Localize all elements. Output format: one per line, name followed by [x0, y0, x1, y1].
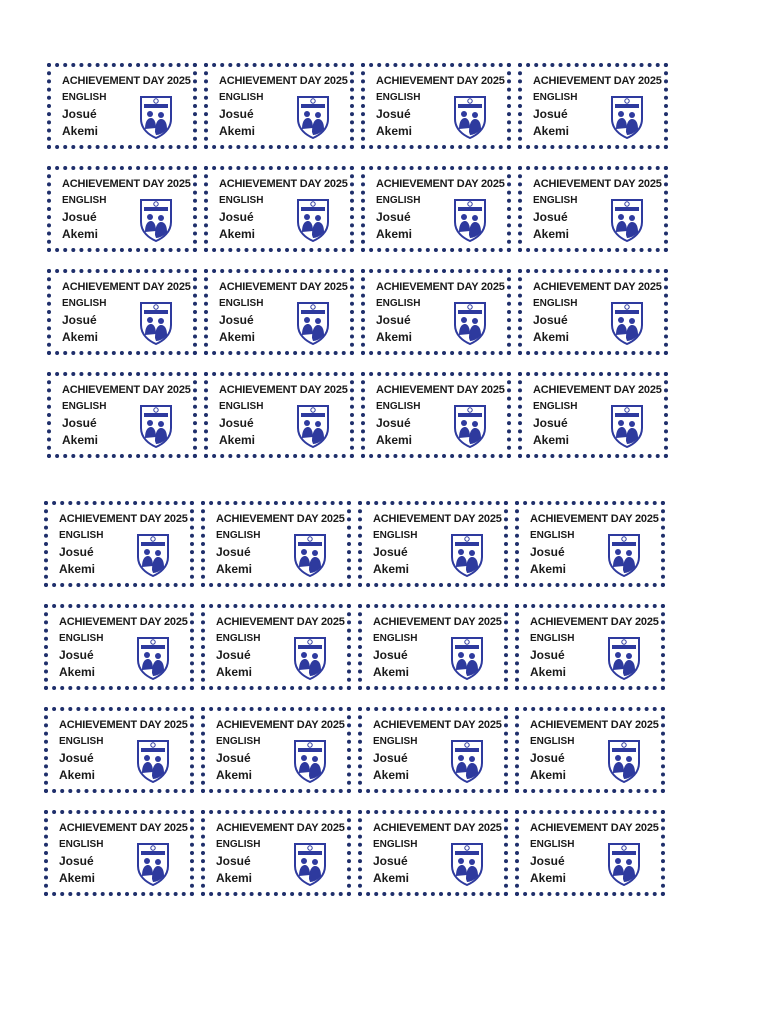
label-first-name: Josué — [530, 648, 565, 662]
label-second-name: Akemi — [62, 227, 99, 241]
label-second-name: Akemi — [376, 330, 413, 344]
label-subject: ENGLISH — [530, 633, 575, 644]
label-first-name: Josué — [216, 648, 251, 662]
label-subject: ENGLISH — [59, 736, 104, 747]
label-title: ACHIEVEMENT DAY 2025 — [533, 384, 662, 396]
label-title: ACHIEVEMENT DAY 2025 — [216, 719, 345, 731]
label-first-name: Josué — [376, 313, 411, 327]
name-label — [361, 63, 511, 149]
label-first-name: Josué — [533, 210, 568, 224]
label-second-name: Akemi — [373, 768, 410, 782]
school-crest-icon — [296, 95, 330, 139]
label-second-name: Akemi — [59, 871, 96, 885]
name-label — [518, 269, 668, 355]
label-subject: ENGLISH — [530, 736, 575, 747]
label-second-name: Akemi — [59, 768, 96, 782]
label-title: ACHIEVEMENT DAY 2025 — [376, 281, 505, 293]
school-crest-icon — [450, 533, 484, 577]
label-first-name: Josué — [533, 313, 568, 327]
name-label — [44, 604, 194, 690]
label-first-name: Josué — [59, 545, 94, 559]
name-label — [358, 810, 508, 896]
name-label — [515, 501, 665, 587]
label-first-name: Josué — [59, 854, 94, 868]
label-second-name: Akemi — [59, 562, 96, 576]
name-label — [47, 63, 197, 149]
label-second-name: Akemi — [530, 562, 567, 576]
label-first-name: Josué — [62, 416, 97, 430]
label-subject: ENGLISH — [62, 401, 107, 412]
school-crest-icon — [607, 842, 641, 886]
school-crest-icon — [296, 404, 330, 448]
label-title: ACHIEVEMENT DAY 2025 — [216, 822, 345, 834]
label-title: ACHIEVEMENT DAY 2025 — [59, 719, 188, 731]
label-second-name: Akemi — [219, 227, 256, 241]
label-title: ACHIEVEMENT DAY 2025 — [530, 719, 659, 731]
label-subject: ENGLISH — [219, 298, 264, 309]
label-subject: ENGLISH — [373, 736, 418, 747]
label-first-name: Josué — [59, 648, 94, 662]
name-label — [204, 63, 354, 149]
school-crest-icon — [607, 533, 641, 577]
label-subject: ENGLISH — [533, 298, 578, 309]
label-subject: ENGLISH — [373, 530, 418, 541]
name-label — [44, 810, 194, 896]
label-subject: ENGLISH — [62, 195, 107, 206]
name-label — [44, 707, 194, 793]
label-first-name: Josué — [62, 210, 97, 224]
label-second-name: Akemi — [216, 871, 253, 885]
label-title: ACHIEVEMENT DAY 2025 — [530, 822, 659, 834]
label-title: ACHIEVEMENT DAY 2025 — [533, 178, 662, 190]
label-first-name: Josué — [533, 416, 568, 430]
label-first-name: Josué — [376, 416, 411, 430]
label-second-name: Akemi — [533, 227, 570, 241]
name-label — [358, 604, 508, 690]
school-crest-icon — [607, 739, 641, 783]
school-crest-icon — [450, 842, 484, 886]
school-crest-icon — [453, 198, 487, 242]
label-second-name: Akemi — [530, 871, 567, 885]
school-crest-icon — [139, 301, 173, 345]
label-title: ACHIEVEMENT DAY 2025 — [59, 616, 188, 628]
label-title: ACHIEVEMENT DAY 2025 — [62, 281, 191, 293]
label-title: ACHIEVEMENT DAY 2025 — [216, 616, 345, 628]
label-second-name: Akemi — [376, 227, 413, 241]
label-subject: ENGLISH — [373, 839, 418, 850]
label-title: ACHIEVEMENT DAY 2025 — [59, 513, 188, 525]
name-label — [518, 63, 668, 149]
name-label — [204, 269, 354, 355]
label-first-name: Josué — [216, 751, 251, 765]
label-first-name: Josué — [62, 313, 97, 327]
label-title: ACHIEVEMENT DAY 2025 — [530, 513, 659, 525]
label-subject: ENGLISH — [59, 839, 104, 850]
label-title: ACHIEVEMENT DAY 2025 — [376, 75, 505, 87]
label-subject: ENGLISH — [533, 195, 578, 206]
label-second-name: Akemi — [219, 433, 256, 447]
label-subject: ENGLISH — [59, 633, 104, 644]
school-crest-icon — [136, 739, 170, 783]
label-subject: ENGLISH — [530, 530, 575, 541]
school-crest-icon — [139, 404, 173, 448]
school-crest-icon — [610, 95, 644, 139]
label-title: ACHIEVEMENT DAY 2025 — [62, 75, 191, 87]
label-subject: ENGLISH — [530, 839, 575, 850]
label-subject: ENGLISH — [376, 298, 421, 309]
label-first-name: Josué — [219, 107, 254, 121]
label-first-name: Josué — [533, 107, 568, 121]
label-subject: ENGLISH — [376, 195, 421, 206]
label-first-name: Josué — [373, 545, 408, 559]
label-subject: ENGLISH — [373, 633, 418, 644]
label-second-name: Akemi — [373, 562, 410, 576]
label-subject: ENGLISH — [216, 839, 261, 850]
label-title: ACHIEVEMENT DAY 2025 — [62, 178, 191, 190]
label-subject: ENGLISH — [533, 401, 578, 412]
label-first-name: Josué — [530, 545, 565, 559]
name-label — [515, 604, 665, 690]
school-crest-icon — [296, 198, 330, 242]
label-first-name: Josué — [219, 416, 254, 430]
label-title: ACHIEVEMENT DAY 2025 — [533, 75, 662, 87]
label-second-name: Akemi — [373, 871, 410, 885]
label-second-name: Akemi — [533, 433, 570, 447]
name-label — [204, 372, 354, 458]
label-title: ACHIEVEMENT DAY 2025 — [373, 616, 502, 628]
label-first-name: Josué — [216, 854, 251, 868]
label-second-name: Akemi — [219, 330, 256, 344]
label-first-name: Josué — [219, 313, 254, 327]
name-label — [47, 166, 197, 252]
label-first-name: Josué — [530, 854, 565, 868]
label-second-name: Akemi — [219, 124, 256, 138]
name-label — [201, 501, 351, 587]
label-second-name: Akemi — [376, 124, 413, 138]
label-subject: ENGLISH — [62, 298, 107, 309]
label-first-name: Josué — [62, 107, 97, 121]
school-crest-icon — [453, 404, 487, 448]
name-label — [515, 707, 665, 793]
label-second-name: Akemi — [533, 124, 570, 138]
school-crest-icon — [136, 842, 170, 886]
label-subject: ENGLISH — [533, 92, 578, 103]
label-group-bottom — [44, 501, 665, 896]
label-first-name: Josué — [219, 210, 254, 224]
name-label — [361, 269, 511, 355]
label-subject: ENGLISH — [219, 92, 264, 103]
label-first-name: Josué — [530, 751, 565, 765]
school-crest-icon — [139, 198, 173, 242]
label-subject: ENGLISH — [216, 736, 261, 747]
school-crest-icon — [139, 95, 173, 139]
label-title: ACHIEVEMENT DAY 2025 — [533, 281, 662, 293]
label-title: ACHIEVEMENT DAY 2025 — [219, 281, 348, 293]
label-title: ACHIEVEMENT DAY 2025 — [59, 822, 188, 834]
label-second-name: Akemi — [62, 433, 99, 447]
label-second-name: Akemi — [530, 665, 567, 679]
school-crest-icon — [610, 404, 644, 448]
label-subject: ENGLISH — [219, 401, 264, 412]
label-second-name: Akemi — [376, 433, 413, 447]
label-title: ACHIEVEMENT DAY 2025 — [376, 384, 505, 396]
label-first-name: Josué — [216, 545, 251, 559]
label-subject: ENGLISH — [376, 92, 421, 103]
label-second-name: Akemi — [59, 665, 96, 679]
label-group-top — [47, 63, 668, 458]
label-subject: ENGLISH — [376, 401, 421, 412]
label-title: ACHIEVEMENT DAY 2025 — [62, 384, 191, 396]
label-title: ACHIEVEMENT DAY 2025 — [219, 384, 348, 396]
name-label — [47, 269, 197, 355]
name-label — [44, 501, 194, 587]
label-second-name: Akemi — [533, 330, 570, 344]
school-crest-icon — [610, 301, 644, 345]
school-crest-icon — [450, 739, 484, 783]
label-first-name: Josué — [376, 107, 411, 121]
label-title: ACHIEVEMENT DAY 2025 — [219, 178, 348, 190]
label-first-name: Josué — [376, 210, 411, 224]
school-crest-icon — [293, 533, 327, 577]
label-second-name: Akemi — [62, 124, 99, 138]
school-crest-icon — [453, 95, 487, 139]
name-label — [204, 166, 354, 252]
label-subject: ENGLISH — [216, 530, 261, 541]
label-title: ACHIEVEMENT DAY 2025 — [373, 513, 502, 525]
name-label — [47, 372, 197, 458]
name-label — [515, 810, 665, 896]
label-subject: ENGLISH — [59, 530, 104, 541]
label-second-name: Akemi — [216, 768, 253, 782]
label-first-name: Josué — [59, 751, 94, 765]
label-first-name: Josué — [373, 854, 408, 868]
school-crest-icon — [607, 636, 641, 680]
label-second-name: Akemi — [216, 562, 253, 576]
name-label — [518, 166, 668, 252]
label-title: ACHIEVEMENT DAY 2025 — [219, 75, 348, 87]
label-second-name: Akemi — [62, 330, 99, 344]
label-title: ACHIEVEMENT DAY 2025 — [376, 178, 505, 190]
label-title: ACHIEVEMENT DAY 2025 — [373, 822, 502, 834]
name-label — [201, 810, 351, 896]
label-subject: ENGLISH — [216, 633, 261, 644]
name-label — [518, 372, 668, 458]
school-crest-icon — [453, 301, 487, 345]
school-crest-icon — [610, 198, 644, 242]
school-crest-icon — [293, 842, 327, 886]
label-subject: ENGLISH — [62, 92, 107, 103]
name-label — [361, 166, 511, 252]
name-label — [201, 604, 351, 690]
label-subject: ENGLISH — [219, 195, 264, 206]
name-label — [361, 372, 511, 458]
school-crest-icon — [296, 301, 330, 345]
school-crest-icon — [136, 533, 170, 577]
school-crest-icon — [293, 636, 327, 680]
name-label — [201, 707, 351, 793]
label-second-name: Akemi — [530, 768, 567, 782]
school-crest-icon — [293, 739, 327, 783]
name-label — [358, 501, 508, 587]
label-second-name: Akemi — [216, 665, 253, 679]
school-crest-icon — [136, 636, 170, 680]
label-second-name: Akemi — [373, 665, 410, 679]
label-title: ACHIEVEMENT DAY 2025 — [530, 616, 659, 628]
label-title: ACHIEVEMENT DAY 2025 — [216, 513, 345, 525]
label-first-name: Josué — [373, 751, 408, 765]
label-title: ACHIEVEMENT DAY 2025 — [373, 719, 502, 731]
school-crest-icon — [450, 636, 484, 680]
name-label — [358, 707, 508, 793]
label-first-name: Josué — [373, 648, 408, 662]
